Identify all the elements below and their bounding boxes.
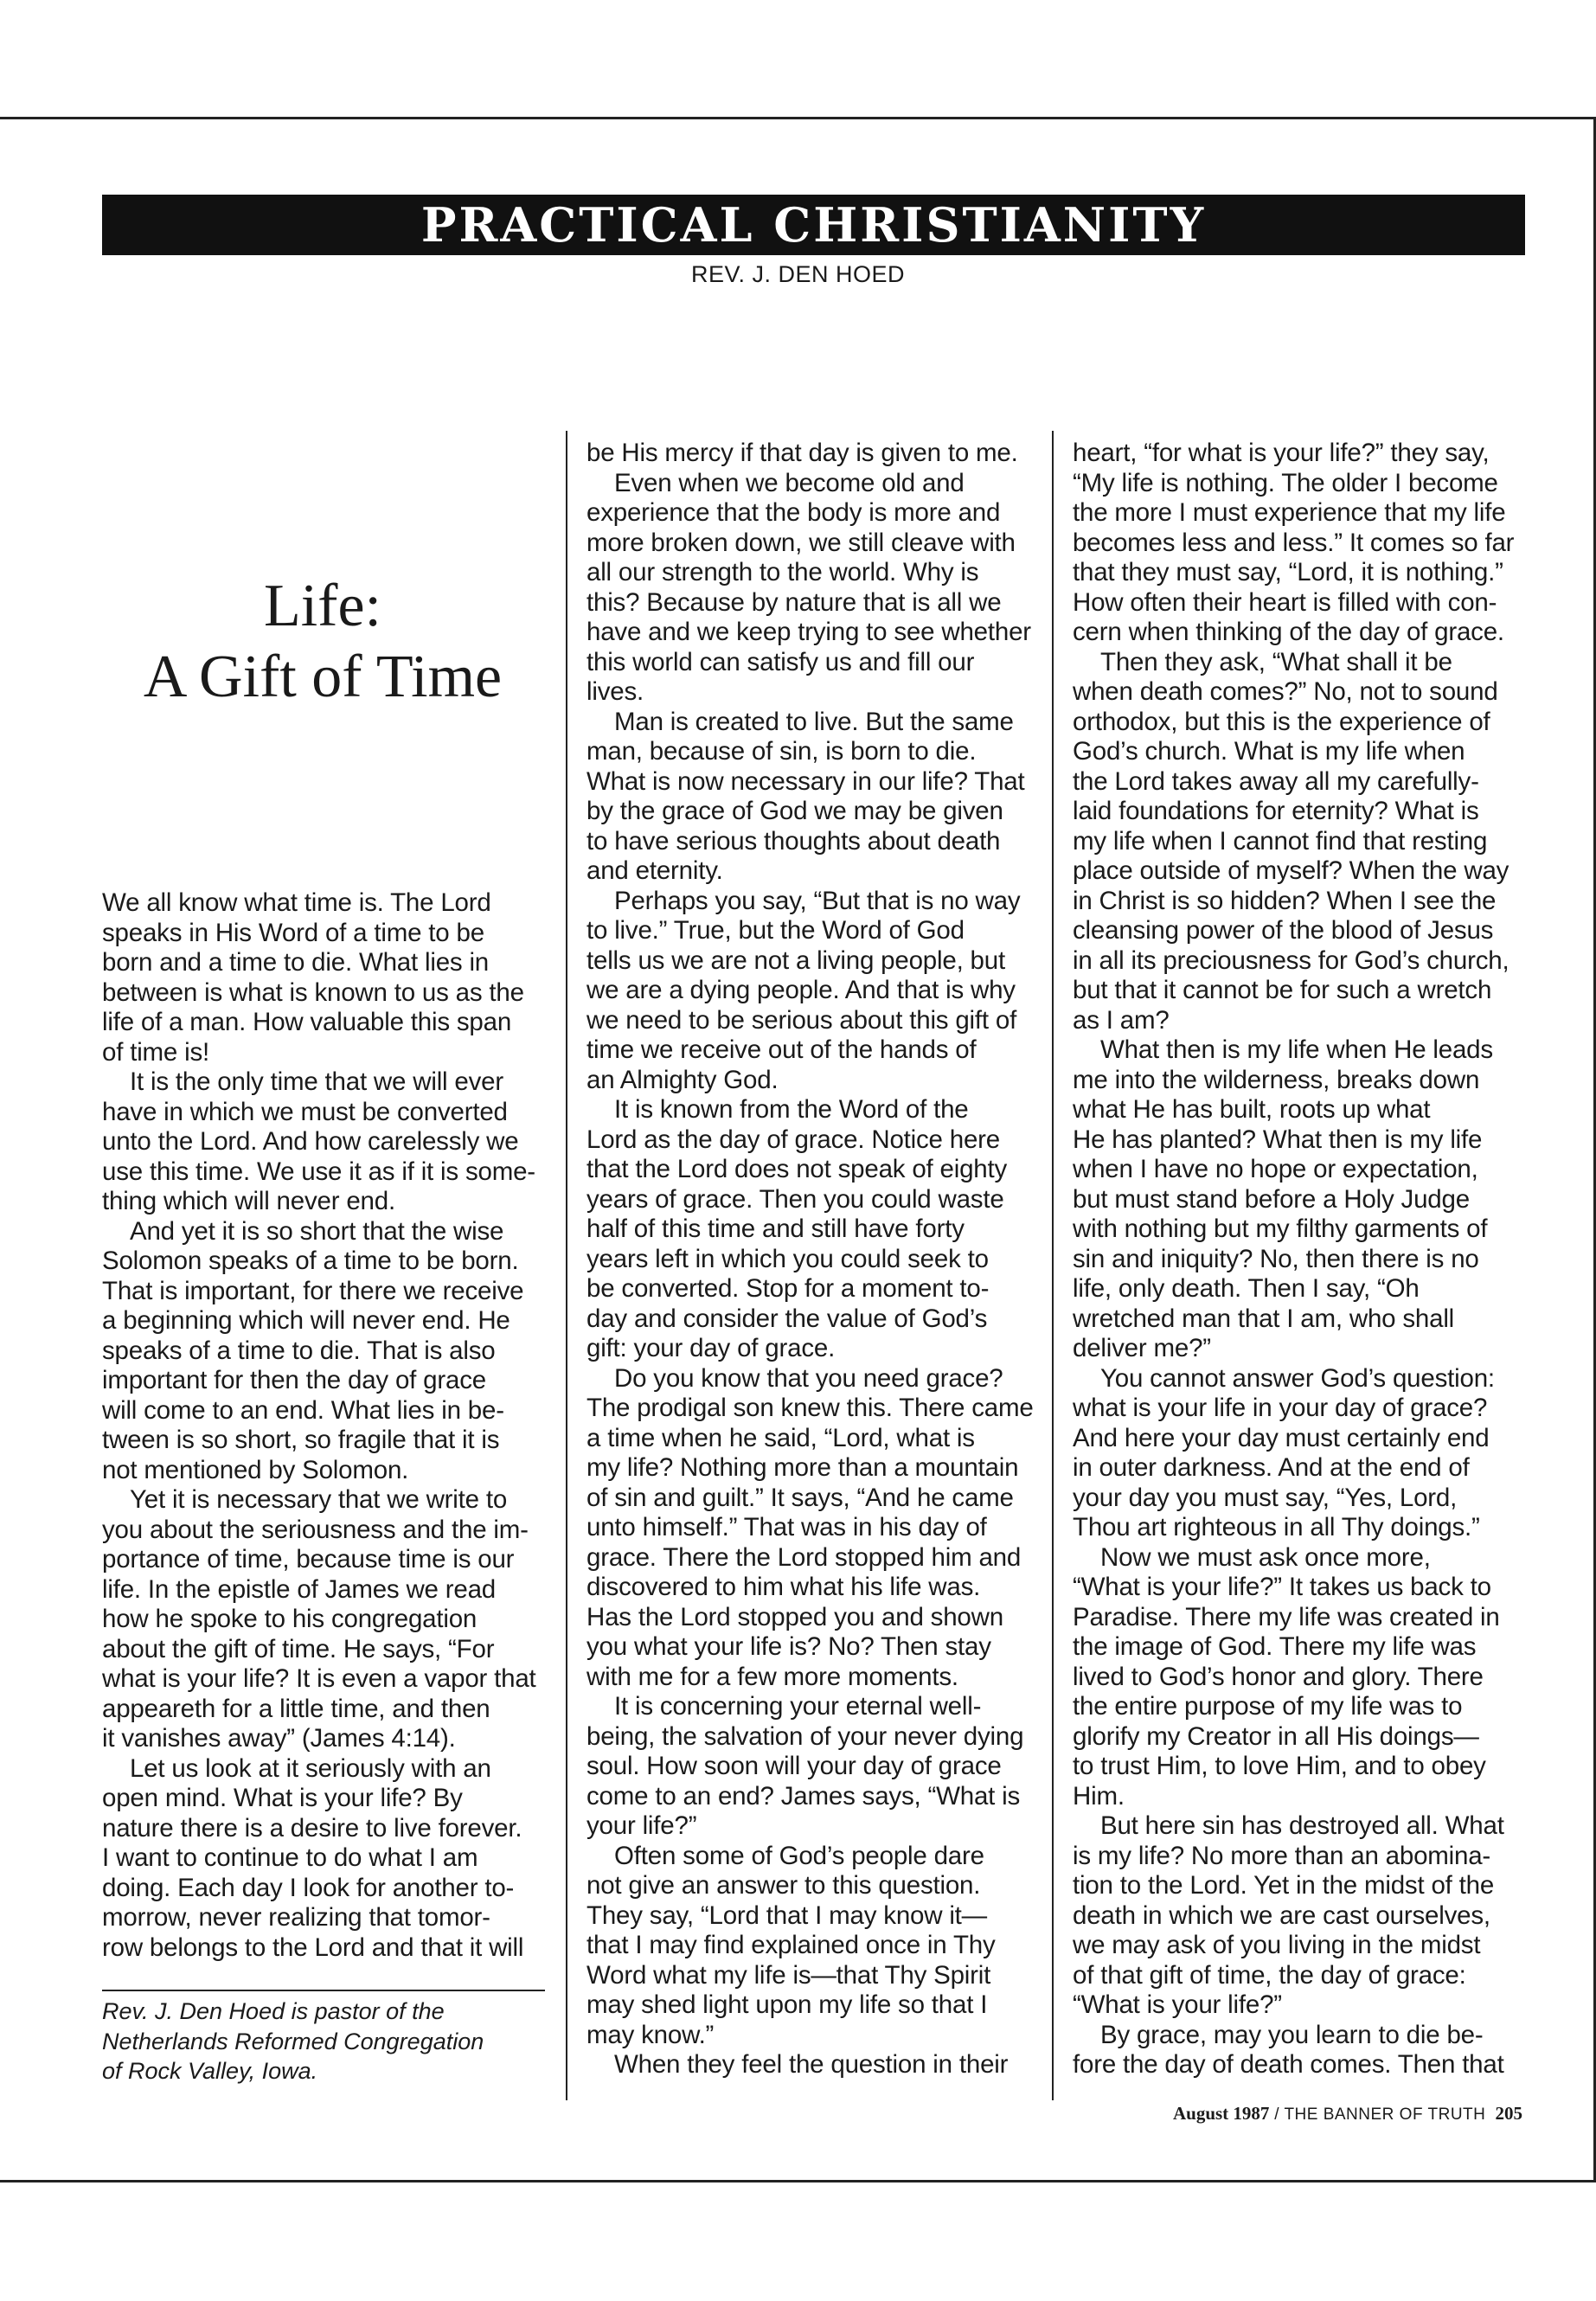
text-line: orthodox, but this is the experience of xyxy=(1073,707,1490,736)
text-line: man, because of sin, is born to die. xyxy=(586,737,977,766)
text-line: not give an answer to this question. xyxy=(586,1871,981,1900)
text-line: about the gift of time. He says, “For xyxy=(102,1634,495,1663)
text-line: Paradise. There my life was created in xyxy=(1073,1602,1500,1631)
bio-line: Rev. J. Den Hoed is pastor of the xyxy=(102,1998,445,2024)
text-line: speaks in His Word of a time to be xyxy=(102,918,484,947)
text-line: with me for a few more moments. xyxy=(586,1662,958,1691)
text-line: experience that the body is more and xyxy=(586,498,1001,527)
text-line: a time when he said, “Lord, what is xyxy=(586,1423,975,1452)
text-line: may know.” xyxy=(586,2020,715,2049)
publication-name: THE BANNER OF TRUTH xyxy=(1284,2106,1486,2124)
page-footer xyxy=(1003,2102,1522,2126)
text-line: half of this time and still have forty xyxy=(586,1215,965,1243)
text-line: It is known from the Word of the xyxy=(614,1095,969,1124)
text-line: you about the seriousness and the im- xyxy=(102,1515,529,1544)
text-line: of time is! xyxy=(102,1037,210,1067)
text-line: deliver me?” xyxy=(1073,1334,1211,1362)
text-line: God’s church. What is my life when xyxy=(1073,737,1465,766)
text-line: And yet it is so short that the wise xyxy=(130,1216,504,1246)
text-line: It is concerning your eternal well- xyxy=(614,1692,982,1721)
text-line: soul. How soon will your day of grace xyxy=(586,1752,1002,1780)
text-line: a beginning which will never end. He xyxy=(102,1306,510,1335)
text-line: that the Lord does not speak of eighty xyxy=(586,1155,1008,1183)
article-title-line: Life: xyxy=(263,573,382,639)
text-line: we are a dying people. And that is why xyxy=(586,976,1016,1004)
text-line: When they feel the question in their xyxy=(614,2050,1009,2079)
article-title xyxy=(102,571,543,713)
text-line: unto himself.” That was in his day of xyxy=(586,1513,987,1541)
text-line: Now we must ask once more, xyxy=(1100,1542,1431,1572)
text-line: day and consider the value of God’s xyxy=(586,1304,988,1333)
text-line: lives. xyxy=(586,677,644,706)
text-line: tion to the Lord. Yet in the midst of the xyxy=(1073,1871,1495,1900)
text-line: come to an end? James says, “What is xyxy=(586,1781,1021,1811)
page-top-rule xyxy=(0,117,1596,119)
text-line: but that it cannot be for such a wretch xyxy=(1073,976,1492,1004)
text-line: Has the Lord stopped you and shown xyxy=(586,1602,1003,1631)
text-line: but must stand before a Holy Judge xyxy=(1073,1184,1470,1214)
text-line: They say, “Lord that I may know it— xyxy=(586,1900,987,1930)
text-line: is my life? No more than an abomina- xyxy=(1073,1841,1491,1870)
text-line: as I am? xyxy=(1073,1005,1170,1035)
text-line: Let us look at it seriously with an xyxy=(130,1753,491,1783)
text-line: tells us we are not a living people, but xyxy=(586,945,1005,975)
text-line: what He has built, roots up what xyxy=(1073,1095,1431,1124)
text-line: of that gift of time, the day of grace: xyxy=(1073,1960,1466,1990)
bio-line: of Rock Valley, Iowa. xyxy=(102,2058,318,2084)
text-line: Solomon speaks of a time to be born. xyxy=(102,1247,519,1275)
text-line: Thou art righteous in all Thy doings.” xyxy=(1073,1513,1480,1541)
text-line: the entire purpose of my life was to xyxy=(1073,1692,1463,1721)
text-line: may shed light upon my life so that I xyxy=(586,1990,988,2019)
text-line: tween is so short, so fragile that it is xyxy=(102,1426,500,1454)
column-divider xyxy=(1052,431,1054,2100)
text-line: an Almighty God. xyxy=(586,1065,779,1094)
text-line: and eternity. xyxy=(586,856,723,885)
text-line: Man is created to live. But the same xyxy=(614,707,1014,736)
text-line: And here your day must certainly end xyxy=(1073,1423,1490,1452)
text-line: we may ask of you living in the midst xyxy=(1073,1931,1481,1959)
text-line: What is now necessary in our life? That xyxy=(586,766,1025,796)
text-line: to have serious thoughts about death xyxy=(586,826,1001,856)
text-line: We all know what time is. The Lord xyxy=(102,888,491,917)
text-line: the Lord takes away all my carefully- xyxy=(1073,766,1479,796)
text-line: morrow, never realizing that tomor- xyxy=(102,1903,490,1932)
text-line: By grace, may you learn to die be- xyxy=(1100,2020,1484,2049)
text-line: life. In the epistle of James we read xyxy=(102,1574,497,1604)
text-line: “My life is nothing. The older I become xyxy=(1073,468,1498,497)
text-line: portance of time, because time is our xyxy=(102,1545,515,1574)
text-line: your life?” xyxy=(586,1811,697,1840)
text-line: It is the only time that we will ever xyxy=(130,1067,503,1096)
author-byline: REV. J. DEN HOED xyxy=(690,261,906,287)
text-line: it vanishes away” (James 4:14). xyxy=(102,1724,456,1753)
text-line: time we receive out of the hands of xyxy=(586,1035,977,1064)
article-column-2 xyxy=(586,439,1036,2080)
text-line: more broken down, we still cleave with xyxy=(586,528,1016,557)
text-line: what is your life in your day of grace? xyxy=(1073,1394,1488,1422)
text-line: He has planted? What then is my life xyxy=(1073,1125,1483,1154)
text-line: thing which will never end. xyxy=(102,1187,395,1215)
text-line: the more I must experience that my life xyxy=(1073,498,1506,527)
text-line: Often some of God’s people dare xyxy=(614,1841,984,1870)
text-line: nature there is a desire to live forever. xyxy=(102,1813,522,1843)
text-line: “What is your life?” xyxy=(1073,1990,1282,2019)
text-line: heart, “for what is your life?” they say, xyxy=(1073,439,1490,467)
text-line: The prodigal son knew this. There came xyxy=(586,1394,1034,1422)
text-line: how he spoke to his congregation xyxy=(102,1605,478,1633)
section-banner xyxy=(102,195,1525,255)
text-line: years of grace. Then you could waste xyxy=(586,1184,1004,1214)
text-line: that I may find explained once in Thy xyxy=(586,1931,996,1959)
text-line: doing. Each day I look for another to- xyxy=(102,1873,515,1902)
text-line: discovered to him what his life was. xyxy=(586,1573,981,1601)
text-line: this? Because by nature that is all we xyxy=(586,587,1002,617)
text-line: being, the salvation of your never dying xyxy=(586,1721,1024,1751)
text-line: your day you must say, “Yes, Lord, xyxy=(1073,1483,1458,1512)
text-line: be converted. Stop for a moment to- xyxy=(586,1274,990,1303)
text-line: important for then the day of grace xyxy=(102,1366,486,1394)
text-line: cleansing power of the blood of Jesus xyxy=(1073,916,1494,945)
text-line: Do you know that you need grace? xyxy=(614,1363,1003,1393)
text-line: But here sin has destroyed all. What xyxy=(1100,1811,1504,1840)
text-line: row belongs to the Lord and that it will xyxy=(102,1932,524,1962)
text-line: open mind. What is your life? By xyxy=(102,1784,463,1812)
article-column-3 xyxy=(1073,439,1522,2080)
bio-divider xyxy=(102,1990,545,1991)
text-line: speaks of a time to die. That is also xyxy=(102,1336,496,1365)
text-line: the image of God. There my life was xyxy=(1073,1632,1477,1661)
text-line: life of a man. How valuable this span xyxy=(102,1008,512,1036)
text-line: How often their heart is filled with con- xyxy=(1073,587,1497,617)
text-line: wretched man that I am, who shall xyxy=(1073,1304,1455,1333)
footer-separator: / xyxy=(1269,2106,1285,2124)
text-line: grace. There the Lord stopped him and xyxy=(586,1542,1022,1572)
section-title: PRACTICAL CHRISTIANITY xyxy=(420,197,1207,253)
text-line: in Christ is so hidden? When I see the xyxy=(1073,886,1497,915)
text-line: have and we keep trying to see whether xyxy=(586,618,1031,646)
text-line: fore the day of death comes. Then that xyxy=(1073,2050,1504,2079)
text-line: becomes less and less.” It comes so far xyxy=(1073,528,1515,557)
text-line: when I have no hope or expectation, xyxy=(1073,1155,1478,1183)
text-line: when death comes?” No, not to sound xyxy=(1073,677,1498,706)
text-line: “What is your life?” It takes us back to xyxy=(1073,1573,1491,1601)
text-line: glorify my Creator in all His doings— xyxy=(1073,1721,1479,1751)
text-line: this world can satisfy us and fill our xyxy=(586,647,975,676)
text-line: will come to an end. What lies in be- xyxy=(102,1395,504,1425)
text-line: my life? Nothing more than a mountain xyxy=(586,1453,1019,1482)
text-line: Lord as the day of grace. Notice here xyxy=(586,1125,1000,1154)
bio-line: Netherlands Reformed Congregation xyxy=(102,2028,484,2054)
text-line: laid foundations for eternity? What is xyxy=(1073,797,1479,825)
text-line: lived to God’s honor and glory. There xyxy=(1073,1662,1484,1691)
text-line: appeareth for a little time, and then xyxy=(102,1694,490,1723)
text-line: years left in which you could seek to xyxy=(586,1244,989,1273)
text-line: Word what my life is—that Thy Spirit xyxy=(586,1960,991,1990)
text-line: not mentioned by Solomon. xyxy=(102,1455,409,1484)
text-line: You cannot answer God’s question: xyxy=(1100,1363,1495,1393)
text-line: by the grace of God we may be given xyxy=(586,797,1003,825)
text-line: place outside of myself? When the way xyxy=(1073,856,1509,885)
text-line: to trust Him, to love Him, and to obey xyxy=(1073,1752,1486,1780)
text-line: use this time. We use it as if it is some- xyxy=(102,1157,535,1186)
text-line: in all its preciousness for God’s church, xyxy=(1073,945,1509,975)
text-line: with nothing but my filthy garments of xyxy=(1073,1215,1488,1243)
text-line: have in which we must be converted xyxy=(102,1097,508,1126)
text-line: That is important, for there we receive xyxy=(102,1276,524,1305)
text-line: Even when we become old and xyxy=(614,468,965,497)
text-line: me into the wilderness, breaks down xyxy=(1073,1065,1480,1094)
text-line: we need to be serious about this gift of xyxy=(586,1005,1017,1035)
text-line: Then they ask, “What shall it be xyxy=(1100,647,1452,676)
text-line: to live.” True, but the Word of God xyxy=(586,916,965,945)
text-line: Yet it is necessary that we write to xyxy=(130,1485,508,1514)
text-line: you what your life is? No? Then stay xyxy=(586,1632,991,1661)
text-line: that they must say, “Lord, it is nothing.” xyxy=(1073,558,1503,586)
text-line: in outer darkness. And at the end of xyxy=(1073,1453,1470,1482)
text-line: all our strength to the world. Why is xyxy=(586,558,979,586)
issue-date: August 1987 xyxy=(1172,2103,1270,2124)
column-divider xyxy=(566,431,567,2100)
text-line: life, only death. Then I say, “Oh xyxy=(1073,1274,1420,1303)
text-line: unto the Lord. And how carelessly we xyxy=(102,1127,519,1156)
text-line: what is your life? It is even a vapor that xyxy=(102,1664,536,1693)
page-number: 205 xyxy=(1495,2103,1522,2124)
text-line: death in which we are cast ourselves, xyxy=(1073,1900,1490,1930)
text-line: be His mercy if that day is given to me. xyxy=(586,439,1018,467)
text-line: What then is my life when He leads xyxy=(1100,1035,1493,1064)
text-line: between is what is known to us as the xyxy=(102,977,524,1007)
text-line: gift: your day of grace. xyxy=(586,1334,836,1362)
text-line: I want to continue to do what I am xyxy=(102,1843,478,1872)
author-bio xyxy=(102,1997,545,2087)
text-line: my life when I cannot find that resting xyxy=(1073,826,1488,856)
text-line: Perhaps you say, “But that is no way xyxy=(614,886,1021,915)
article-title-line: A Gift of Time xyxy=(143,644,503,710)
page-bottom-rule xyxy=(0,2180,1596,2182)
text-line: Him. xyxy=(1073,1781,1125,1811)
text-line: cern when thinking of the day of grace. xyxy=(1073,618,1504,646)
text-line: of sin and guilt.” It says, “And he came xyxy=(586,1483,1014,1512)
text-line: sin and iniquity? No, then there is no xyxy=(1073,1244,1479,1273)
text-line: born and a time to die. What lies in xyxy=(102,948,490,977)
article-column-1 xyxy=(102,888,545,1963)
